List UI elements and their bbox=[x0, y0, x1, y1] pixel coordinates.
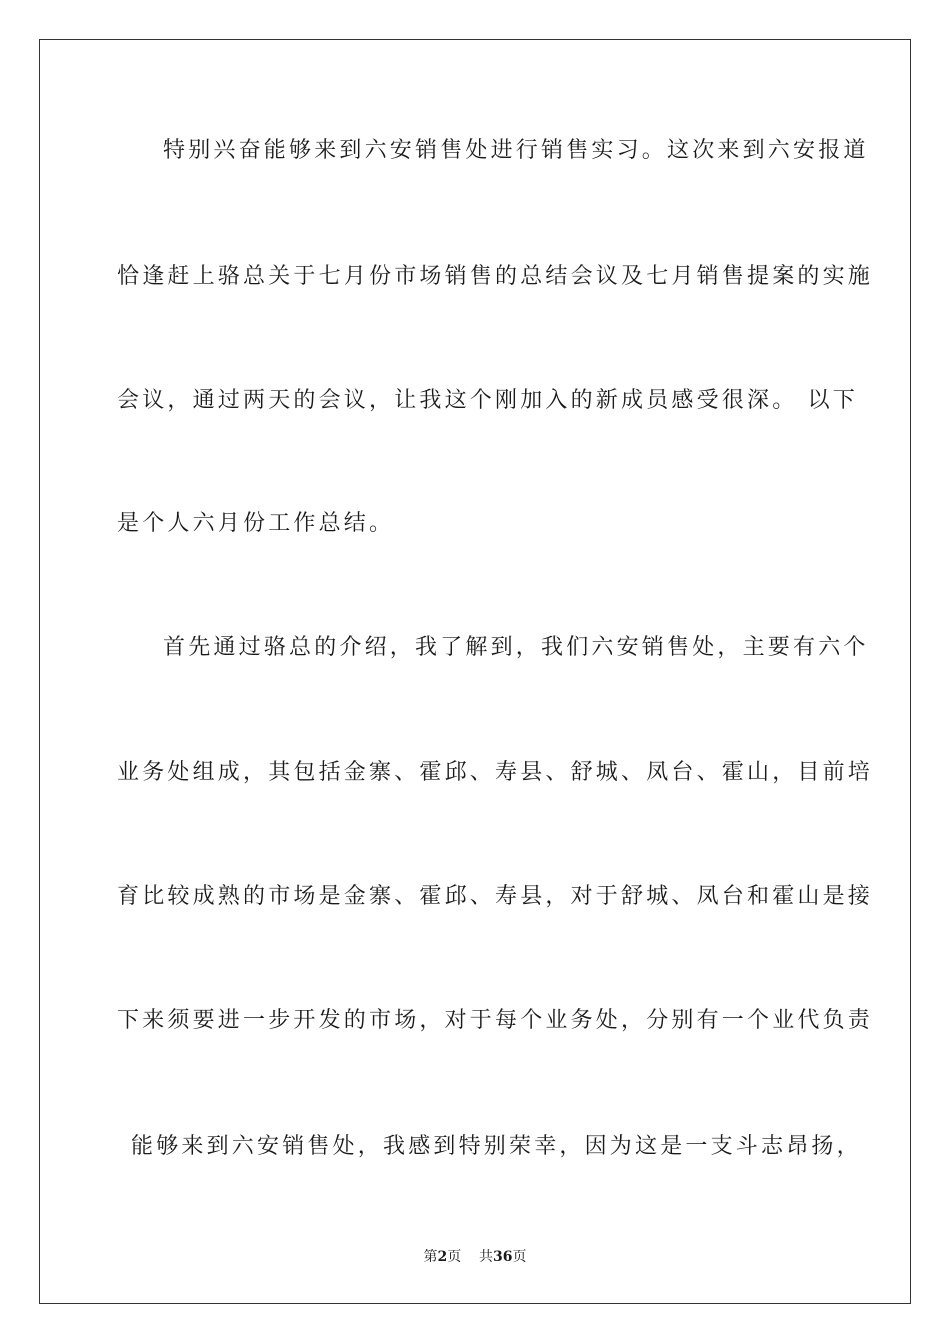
text-line-2: 恰逢赶上骆总关于七月份市场销售的总结会议及七月销售提案的实施 bbox=[117, 264, 874, 289]
page-number: 2 bbox=[437, 1249, 448, 1265]
text-line-4: 是个人六月份工作总结。 bbox=[117, 511, 395, 536]
text-line-7: 育比较成熟的市场是金寨、霍邱、寿县，对于舒城、凤台和霍山是接 bbox=[117, 884, 874, 909]
page-footer bbox=[0, 1248, 950, 1266]
text-line-5: 首先通过骆总的介绍，我了解到，我们六安销售处，主要有六个 bbox=[163, 635, 869, 660]
total-prefix: 共 bbox=[479, 1249, 494, 1265]
text-line-6: 业务处组成，其包括金寨、霍邱、寿县、舒城、凤台、霍山，目前培 bbox=[117, 760, 874, 785]
page-prefix: 第 bbox=[423, 1249, 438, 1265]
total-pages: 36 bbox=[493, 1249, 513, 1265]
page-border bbox=[39, 39, 911, 1304]
total-suffix: 页 bbox=[512, 1249, 527, 1265]
page-suffix: 页 bbox=[447, 1249, 462, 1265]
text-line-3: 会议，通过两天的会议，让我这个刚加入的新成员感受很深。 以下 bbox=[117, 388, 858, 413]
text-line-9: 能够来到六安销售处，我感到特别荣幸，因为这是一支斗志昂扬， bbox=[131, 1134, 862, 1159]
text-line-1: 特别兴奋能够来到六安销售处进行销售实习。这次来到六安报道 bbox=[163, 138, 869, 163]
text-line-8: 下来须要进一步开发的市场，对于每个业务处，分别有一个业代负责 bbox=[117, 1008, 874, 1033]
